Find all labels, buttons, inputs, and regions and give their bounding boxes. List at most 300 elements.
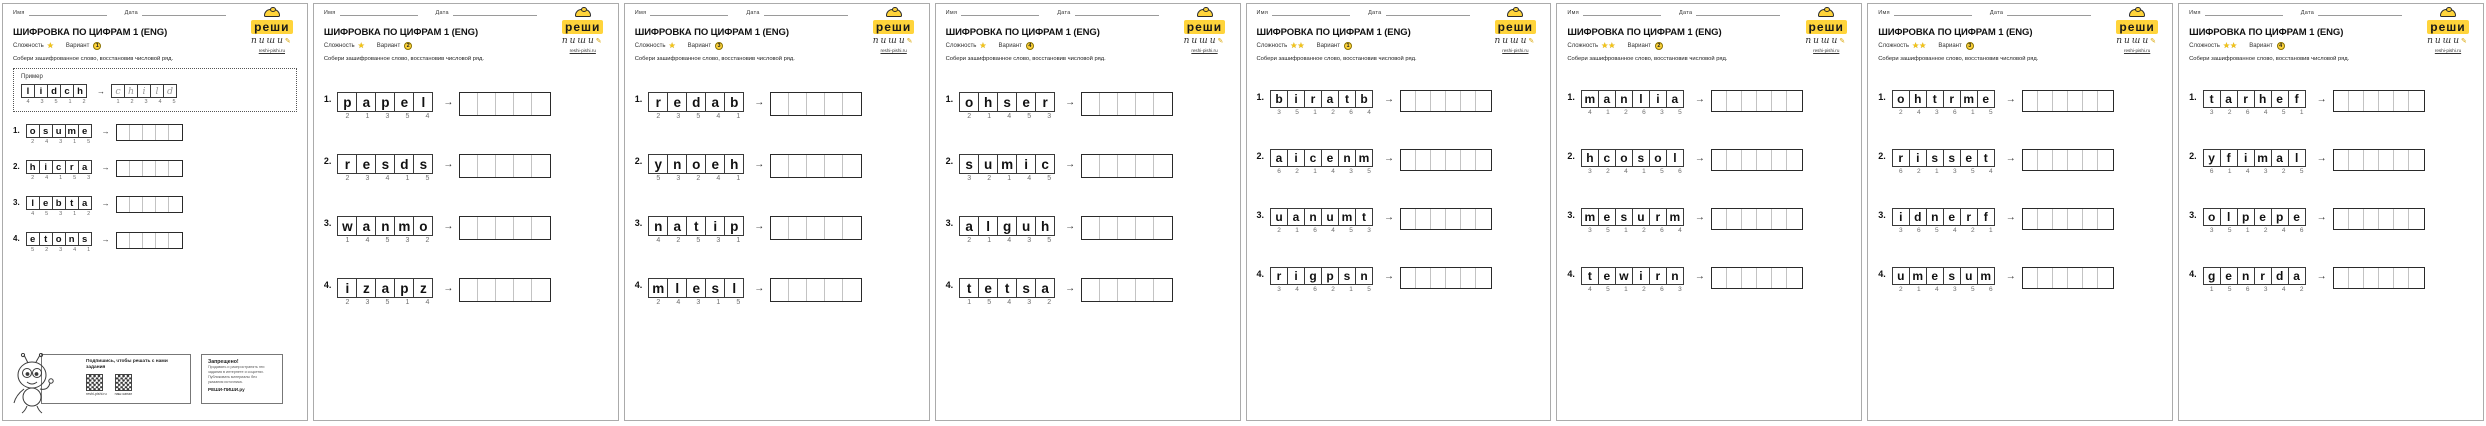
letter-cell: o (26, 124, 40, 138)
answer-boxes[interactable] (1711, 149, 1803, 171)
letter-cell: g (1304, 267, 1322, 285)
letter-cell: s (1943, 149, 1961, 167)
answer-cell[interactable] (771, 279, 789, 301)
answer-cell[interactable] (2379, 91, 2394, 111)
answer-cell[interactable] (156, 125, 169, 140)
letter-cell: i (337, 278, 357, 298)
task-number: 1. (1878, 92, 1886, 102)
answer-boxes[interactable] (770, 154, 862, 178)
letter-cell: a (2271, 149, 2289, 167)
answer-cell[interactable] (1712, 209, 1727, 229)
answer-cell[interactable] (1136, 217, 1154, 239)
answer-cell[interactable] (2098, 209, 2113, 229)
variant-label: Вариант (1316, 43, 1340, 49)
answer-cell[interactable] (143, 125, 156, 140)
answer-cell[interactable] (1712, 150, 1727, 170)
answer-cell[interactable] (789, 279, 807, 301)
answer-cell[interactable] (1154, 155, 1172, 177)
letter-cell: i (1016, 154, 1036, 174)
answer-cell[interactable] (117, 125, 130, 140)
answer-cell[interactable] (1727, 268, 1742, 288)
digit-label: 5 (1934, 227, 1939, 234)
page-title: ШИФРОВКА ПО ЦИФРАМ 1 (ENG) (13, 27, 168, 38)
answer-cell[interactable] (1401, 150, 1416, 170)
answer-cell[interactable] (1712, 268, 1727, 288)
digit-label: 1 (987, 237, 992, 244)
answer-cell[interactable] (496, 155, 514, 177)
answer-boxes[interactable] (770, 216, 862, 240)
answer-cell[interactable] (1136, 155, 1154, 177)
answer-cell[interactable] (807, 155, 825, 177)
answer-cell[interactable] (2053, 91, 2068, 111)
answer-cell[interactable] (1742, 209, 1757, 229)
answer-cell[interactable] (2364, 209, 2379, 229)
star-icon: ★ (2230, 40, 2238, 50)
letter-cell: h (1909, 90, 1927, 108)
digit-label: 2 (1970, 227, 1975, 234)
logo-word-pishi: пиши✎ (2427, 36, 2469, 46)
answer-cell[interactable] (532, 93, 550, 115)
answer-cell[interactable] (1742, 150, 1757, 170)
digit-label: 2 (967, 113, 972, 120)
digit-label: 4 (73, 247, 77, 253)
answer-cell[interactable] (478, 279, 496, 301)
answer-cell[interactable] (1100, 279, 1118, 301)
answer-cell[interactable] (1118, 279, 1136, 301)
crown-icon (1507, 9, 1523, 17)
answer-cell[interactable] (130, 161, 143, 176)
answer-cell[interactable] (2334, 209, 2349, 229)
answer-cell[interactable] (825, 279, 843, 301)
answer-boxes[interactable] (116, 160, 183, 177)
answer-cell[interactable] (2379, 209, 2394, 229)
answer-cell[interactable] (1154, 279, 1172, 301)
answer-cell[interactable] (2349, 150, 2364, 170)
logo-url-link[interactable]: reshi-pishi.ru (569, 48, 596, 53)
answer-cell[interactable] (807, 93, 825, 115)
answer-cell[interactable] (2364, 268, 2379, 288)
answer-cell[interactable] (2023, 209, 2038, 229)
answer-boxes[interactable] (1081, 92, 1173, 116)
answer-cell[interactable] (460, 93, 478, 115)
answer-cell[interactable] (2053, 150, 2068, 170)
letter-cell: n (667, 154, 687, 174)
answer-cell[interactable] (1461, 209, 1476, 229)
answer-cell[interactable] (2038, 268, 2053, 288)
answer-boxes[interactable] (770, 92, 862, 116)
logo-word-pishi: пиши✎ (1183, 36, 1226, 46)
answer-cell[interactable] (1476, 91, 1491, 111)
answer-cell[interactable] (2053, 209, 2068, 229)
answer-cell[interactable] (2038, 91, 2053, 111)
answer-cell[interactable] (169, 233, 182, 248)
answer-cell[interactable] (1712, 91, 1727, 111)
answer-cell[interactable] (2409, 268, 2424, 288)
answer-boxes[interactable] (459, 216, 551, 240)
answer-cell[interactable] (2394, 268, 2409, 288)
answer-cell[interactable] (1431, 91, 1446, 111)
answer-cell[interactable] (771, 93, 789, 115)
answer-boxes[interactable] (1081, 216, 1173, 240)
answer-cell[interactable] (2394, 209, 2409, 229)
answer-cell[interactable] (2038, 209, 2053, 229)
answer-cell[interactable] (2334, 91, 2349, 111)
answer-cell[interactable] (130, 233, 143, 248)
task-list (1257, 90, 1541, 293)
answer-cell[interactable] (1416, 209, 1431, 229)
answer-cell[interactable] (843, 279, 861, 301)
date-line[interactable] (1075, 10, 1159, 16)
digit-label: 4 (1916, 109, 1921, 116)
answer-cell[interactable] (156, 161, 169, 176)
letter-cell: a (1666, 90, 1684, 108)
answer-cell[interactable] (514, 93, 532, 115)
answer-cell[interactable] (1757, 209, 1772, 229)
answer-boxes[interactable] (2022, 267, 2114, 289)
answer-cell[interactable] (1787, 150, 1802, 170)
answer-cell[interactable] (478, 155, 496, 177)
answer-cell[interactable] (771, 217, 789, 239)
answer-boxes[interactable] (1081, 154, 1173, 178)
answer-cell[interactable] (143, 161, 156, 176)
answer-cell[interactable] (789, 217, 807, 239)
letter-cell: m (2254, 149, 2272, 167)
qr-label-1: reshi-pishi.ru (86, 391, 107, 396)
answer-cell[interactable] (2068, 150, 2083, 170)
answer-cell[interactable] (1431, 150, 1446, 170)
answer-cell[interactable] (532, 217, 550, 239)
answer-boxes[interactable] (459, 92, 551, 116)
digit-label: 3 (59, 139, 63, 145)
answer-boxes[interactable] (1400, 90, 1492, 112)
answer-boxes[interactable] (1400, 149, 1492, 171)
answer-cell[interactable] (2083, 209, 2098, 229)
answer-cell[interactable] (1772, 209, 1787, 229)
answer-cell[interactable] (1787, 91, 1802, 111)
answer-cell[interactable] (1461, 268, 1476, 288)
answer-cell[interactable] (771, 155, 789, 177)
answer-boxes[interactable] (116, 124, 183, 141)
answer-cell[interactable] (2364, 91, 2379, 111)
answer-cell[interactable] (2349, 268, 2364, 288)
answer-cell[interactable] (460, 217, 478, 239)
answer-cell[interactable] (1401, 91, 1416, 111)
variant-label: Вариант (1627, 43, 1651, 49)
answer-cell[interactable] (2349, 91, 2364, 111)
answer-cell[interactable] (130, 197, 143, 212)
answer-cell[interactable] (1431, 209, 1446, 229)
letter-cell: n (1615, 90, 1633, 108)
answer-cell[interactable] (2023, 91, 2038, 111)
answer-cell[interactable] (1772, 268, 1787, 288)
answer-cell[interactable] (2068, 209, 2083, 229)
answer-cell[interactable] (1742, 268, 1757, 288)
digit-label: 3 (1027, 237, 1032, 244)
answer-cell[interactable] (514, 279, 532, 301)
answer-cell[interactable] (1082, 217, 1100, 239)
answer-cell[interactable] (1136, 279, 1154, 301)
answer-cell[interactable] (825, 155, 843, 177)
answer-cell[interactable] (532, 155, 550, 177)
answer-cell[interactable] (2083, 268, 2098, 288)
letter-cell: m (1581, 208, 1599, 226)
scrambled-word (959, 92, 1059, 120)
digit-label: 6 (1313, 286, 1317, 293)
arrow-icon: → (754, 221, 765, 232)
answer-cell[interactable] (2023, 150, 2038, 170)
digit-label: 5 (1367, 168, 1371, 175)
answer-cell[interactable] (843, 155, 861, 177)
answer-cell[interactable] (2068, 268, 2083, 288)
answer-cell[interactable] (1757, 150, 1772, 170)
answer-cell[interactable] (1476, 268, 1491, 288)
arrow-icon: → (443, 159, 454, 170)
answer-cell[interactable] (156, 233, 169, 248)
answer-cell[interactable] (156, 197, 169, 212)
answer-cell[interactable] (1100, 217, 1118, 239)
difficulty-stars (357, 40, 365, 50)
answer-cell[interactable] (1118, 155, 1136, 177)
forbidden-line: Публиковать материалы без (208, 374, 257, 379)
answer-cell[interactable] (1416, 150, 1431, 170)
answer-cell[interactable] (807, 217, 825, 239)
answer-cell[interactable] (825, 217, 843, 239)
answer-cell[interactable] (1082, 155, 1100, 177)
digit-label: 3 (1349, 168, 1353, 175)
answer-cell[interactable] (2409, 150, 2424, 170)
answer-boxes[interactable] (770, 278, 862, 302)
logo-url-link[interactable]: reshi-pishi.ru (2434, 48, 2462, 53)
logo-url-link[interactable]: reshi-pishi.ru (1191, 48, 1218, 53)
answer-cell[interactable] (514, 217, 532, 239)
answer-cell[interactable] (2098, 268, 2113, 288)
letter-cell: e (1321, 149, 1339, 167)
answer-cell[interactable] (825, 93, 843, 115)
answer-cell[interactable] (1431, 268, 1446, 288)
answer-cell[interactable] (1757, 91, 1772, 111)
answer-cell[interactable] (2364, 150, 2379, 170)
name-line[interactable] (1272, 10, 1350, 16)
name-line[interactable] (961, 10, 1039, 16)
answer-cell[interactable] (117, 197, 130, 212)
answer-cell[interactable] (478, 217, 496, 239)
pencil-icon: ✎ (284, 37, 293, 45)
name-label: Имя (323, 10, 336, 16)
brand-logo (1487, 9, 1543, 53)
answer-cell[interactable] (1401, 268, 1416, 288)
answer-boxes[interactable] (1081, 278, 1173, 302)
letter-cell: m (394, 216, 414, 236)
answer-cell[interactable] (1118, 217, 1136, 239)
answer-boxes[interactable] (2022, 208, 2114, 230)
answer-cell[interactable] (169, 161, 182, 176)
scrambled-word (1581, 267, 1689, 293)
answer-cell[interactable] (2083, 150, 2098, 170)
answer-cell[interactable] (1476, 150, 1491, 170)
answer-boxes[interactable] (1400, 267, 1492, 289)
answer-cell[interactable] (2098, 150, 2113, 170)
name-line[interactable] (1583, 10, 1661, 16)
answer-boxes[interactable] (116, 232, 183, 249)
answer-boxes[interactable] (2333, 208, 2425, 230)
answer-cell[interactable] (1772, 91, 1787, 111)
answer-cell[interactable] (532, 279, 550, 301)
date-line[interactable] (764, 10, 848, 16)
answer-cell[interactable] (2394, 91, 2409, 111)
answer-boxes[interactable] (459, 154, 551, 178)
answer-cell[interactable] (2334, 150, 2349, 170)
answer-cell[interactable] (1082, 279, 1100, 301)
digit-label: 4 (1295, 286, 1299, 293)
digit-label: 2 (1047, 299, 1052, 306)
answer-cell[interactable] (2053, 268, 2068, 288)
answer-cell[interactable] (478, 93, 496, 115)
answer-cell[interactable] (1136, 93, 1154, 115)
answer-cell[interactable] (789, 155, 807, 177)
letter-cell: t (1355, 208, 1373, 226)
answer-cell[interactable] (843, 217, 861, 239)
answer-cell[interactable] (1727, 91, 1742, 111)
answer-cell[interactable] (2068, 91, 2083, 111)
task-number: 4. (1567, 269, 1575, 279)
answer-cell[interactable] (789, 93, 807, 115)
answer-cell[interactable] (2409, 91, 2424, 111)
answer-boxes[interactable] (2333, 90, 2425, 112)
name-line[interactable] (29, 10, 107, 16)
digit-label: 3 (1277, 286, 1281, 293)
arrow-icon: → (2005, 212, 2016, 223)
answer-cell[interactable] (2038, 150, 2053, 170)
answer-cell[interactable] (2379, 268, 2394, 288)
answer-cell[interactable] (460, 279, 478, 301)
logo-url-link[interactable]: reshi-pishi.ru (2123, 48, 2151, 53)
letter-cell: o (1892, 90, 1910, 108)
answer-cell[interactable] (1787, 268, 1802, 288)
answer-cell[interactable] (1100, 93, 1118, 115)
answer-cell[interactable] (514, 155, 532, 177)
answer-cell[interactable] (496, 279, 514, 301)
letter-cell: p (375, 92, 395, 112)
answer-cell[interactable] (1461, 150, 1476, 170)
answer-boxes[interactable] (1711, 208, 1803, 230)
answer-cell[interactable] (1742, 91, 1757, 111)
answer-cell[interactable] (117, 161, 130, 176)
answer-cell[interactable] (1446, 209, 1461, 229)
answer-cell[interactable] (496, 217, 514, 239)
answer-cell[interactable] (1757, 268, 1772, 288)
answer-cell[interactable] (1401, 209, 1416, 229)
letter-cell: a (1035, 278, 1055, 298)
answer-boxes[interactable] (2333, 149, 2425, 171)
answer-cell[interactable] (2023, 268, 2038, 288)
answer-cell[interactable] (1082, 93, 1100, 115)
answer-cell[interactable] (1154, 217, 1172, 239)
name-line[interactable] (650, 10, 728, 16)
answer-cell[interactable] (1446, 150, 1461, 170)
answer-cell[interactable] (1461, 91, 1476, 111)
logo-url-link[interactable]: reshi-pishi.ru (1813, 48, 1840, 53)
scrambled-word (648, 92, 748, 120)
answer-cell[interactable] (2394, 150, 2409, 170)
logo-url-link[interactable]: reshi-pishi.ru (1502, 48, 1529, 53)
digit-label: 5 (2299, 168, 2304, 175)
answer-cell[interactable] (143, 233, 156, 248)
answer-cell[interactable] (1727, 150, 1742, 170)
digit-label: 2 (45, 247, 49, 253)
name-line[interactable] (1894, 10, 1972, 16)
brand-logo (2109, 9, 2165, 53)
answer-cell[interactable] (1154, 93, 1172, 115)
forbidden-line: указания источника. (208, 379, 243, 384)
logo-url-link[interactable]: reshi-pishi.ru (258, 48, 286, 53)
answer-boxes[interactable] (2022, 90, 2114, 112)
star-icon: ★ (1608, 40, 1616, 50)
answer-cell[interactable] (2334, 268, 2349, 288)
answer-cell[interactable] (2098, 91, 2113, 111)
answer-boxes[interactable] (1400, 208, 1492, 230)
digit-label: 2 (656, 113, 661, 120)
answer-cell[interactable] (130, 125, 143, 140)
name-line[interactable] (340, 10, 418, 16)
date-line[interactable] (1386, 10, 1470, 16)
answer-boxes[interactable] (1711, 90, 1803, 112)
date-label: Дата (1057, 10, 1071, 16)
scrambled-word (648, 154, 748, 182)
answer-cell[interactable] (1118, 93, 1136, 115)
answer-boxes[interactable] (459, 278, 551, 302)
answer-cell[interactable] (2349, 209, 2364, 229)
date-line[interactable] (2318, 10, 2402, 16)
answer-cell[interactable] (1416, 91, 1431, 111)
date-line[interactable] (2007, 10, 2091, 16)
answer-cell[interactable] (843, 93, 861, 115)
arrow-icon: → (754, 159, 765, 170)
answer-boxes[interactable] (2022, 149, 2114, 171)
answer-cell[interactable] (807, 279, 825, 301)
answer-cell[interactable] (1446, 268, 1461, 288)
answer-cell[interactable] (143, 197, 156, 212)
date-line[interactable] (1696, 10, 1780, 16)
answer-cell[interactable] (2379, 150, 2394, 170)
answer-cell[interactable] (117, 233, 130, 248)
date-line[interactable] (453, 10, 537, 16)
answer-cell[interactable] (169, 125, 182, 140)
answer-cell[interactable] (1416, 268, 1431, 288)
answer-cell[interactable] (1772, 150, 1787, 170)
variant-label: Вариант (998, 43, 1022, 49)
logo-url-link[interactable]: reshi-pishi.ru (880, 48, 907, 53)
answer-cell[interactable] (1727, 209, 1742, 229)
answer-boxes[interactable] (116, 196, 183, 213)
answer-cell[interactable] (2083, 91, 2098, 111)
answer-cell[interactable] (496, 93, 514, 115)
date-line[interactable] (142, 10, 226, 16)
answer-cell[interactable] (169, 197, 182, 212)
example-box (13, 68, 297, 112)
variant-label: Вариант (65, 43, 90, 49)
answer-cell[interactable] (1787, 209, 1802, 229)
star-icon: ★ (46, 40, 54, 50)
answer-boxes[interactable] (1711, 267, 1803, 289)
answer-cell[interactable] (2409, 209, 2424, 229)
answer-letter-cell: d (163, 84, 177, 98)
name-line[interactable] (2205, 10, 2283, 16)
answer-cell[interactable] (1446, 91, 1461, 111)
answer-cell[interactable] (1476, 209, 1491, 229)
answer-cell[interactable] (1100, 155, 1118, 177)
answer-boxes[interactable] (2333, 267, 2425, 289)
answer-cell[interactable] (460, 155, 478, 177)
